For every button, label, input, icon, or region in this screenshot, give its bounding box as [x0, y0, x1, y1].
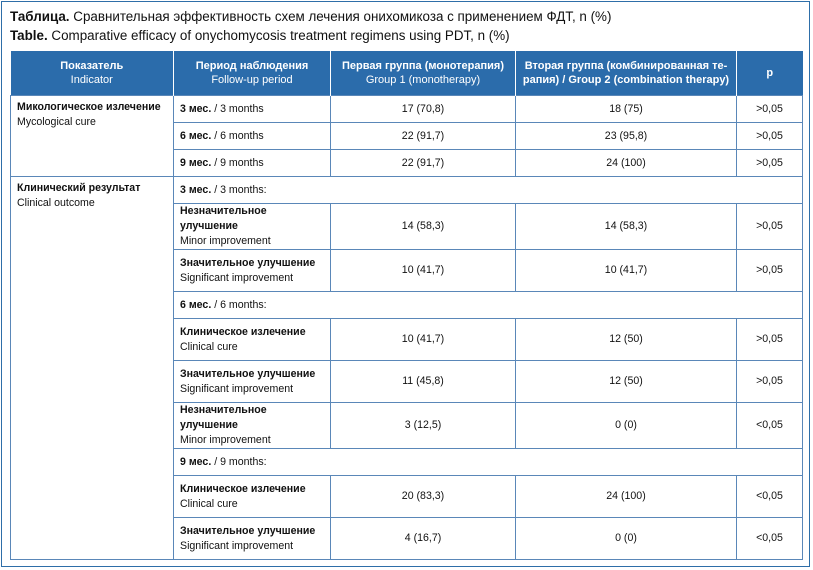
outcome-ru: Значительное улучшение	[180, 256, 316, 269]
caption-en-label: Table.	[10, 28, 48, 43]
p-value: >0,05	[737, 204, 803, 250]
indicator-clinical-en: Clinical outcome	[17, 197, 95, 209]
group1-value: 11 (45,8)	[331, 361, 516, 403]
indicator-mycological-ru: Микологическое излечение	[17, 101, 161, 113]
period-cell	[174, 96, 331, 123]
group1-value: 17 (70,8)	[331, 96, 516, 123]
p-value: >0,05	[737, 319, 803, 361]
outcome-cell	[174, 518, 331, 560]
section-period	[174, 292, 803, 319]
outcome-en: Significant improvement	[180, 271, 294, 284]
section-row	[11, 177, 803, 204]
header-group2-line1: Вторая группа (комбинированная те-	[524, 60, 728, 72]
group1-value: 14 (58,3)	[331, 204, 516, 250]
group1-value: 4 (16,7)	[331, 518, 516, 560]
period-en: / 9 months	[211, 156, 264, 169]
p-value: <0,05	[737, 518, 803, 560]
group1-value: 22 (91,7)	[331, 150, 516, 177]
period-ru: 6 мес.	[180, 129, 212, 142]
period-en: / 6 months	[211, 129, 264, 142]
outcome-ru: Клиническое излечение	[180, 482, 306, 495]
outcome-ru: Значительное улучшение	[180, 367, 316, 380]
section-period-ru: 9 мес.	[180, 455, 212, 468]
indicator-clinical-ru: Клинический результат	[17, 182, 141, 194]
section-period-en: / 6 months:	[211, 298, 267, 311]
header-indicator-en: Indicator	[70, 74, 113, 86]
table-body	[11, 96, 803, 560]
group2-value: 10 (41,7)	[516, 250, 737, 292]
p-value: >0,05	[737, 250, 803, 292]
outcome-en: Minor improvement	[180, 434, 271, 446]
header-group2	[516, 51, 737, 96]
period-cell	[174, 150, 331, 177]
caption-ru-text: Сравнительная эффективность схем лечения онихомикоза с применением ФДТ, n (%)	[69, 9, 612, 24]
outcome-en: Clinical cure	[180, 340, 238, 353]
header-p-label: p	[766, 67, 774, 79]
group1-value: 3 (12,5)	[331, 403, 516, 449]
caption-en	[10, 28, 510, 43]
outcome-ru: Клиническое излечение	[180, 325, 306, 338]
header-group1-ru: Первая группа (монотерапия)	[342, 60, 504, 72]
section-period-en: / 9 months:	[211, 455, 267, 468]
section-period	[174, 177, 803, 204]
header-row	[11, 51, 803, 96]
efficacy-table	[10, 51, 803, 560]
outcome-en: Minor improvement	[180, 235, 271, 247]
outcome-cell	[174, 319, 331, 361]
group2-value: 12 (50)	[516, 361, 737, 403]
p-value: >0,05	[737, 361, 803, 403]
outcome-ru: Незначительное улучшение	[180, 404, 267, 431]
caption-ru	[10, 9, 611, 24]
section-period-en: / 3 months:	[211, 183, 267, 196]
p-value: <0,05	[737, 403, 803, 449]
indicator-clinical	[11, 177, 174, 560]
section-period-ru: 6 мес.	[180, 298, 212, 311]
period-ru: 9 мес.	[180, 156, 212, 169]
section-period	[174, 449, 803, 476]
group2-value: 12 (50)	[516, 319, 737, 361]
header-period-ru: Период наблюдения	[195, 60, 309, 72]
indicator-mycological-en: Mycological cure	[17, 116, 96, 128]
period-ru: 3 мес.	[180, 102, 212, 115]
indicator-mycological	[11, 96, 174, 177]
outcome-cell	[174, 476, 331, 518]
outcome-cell	[174, 204, 331, 250]
group2-value: 24 (100)	[516, 150, 737, 177]
header-p	[737, 51, 803, 96]
group2-value: 0 (0)	[516, 518, 737, 560]
header-indicator	[11, 51, 174, 96]
group1-value: 20 (83,3)	[331, 476, 516, 518]
outcome-en: Clinical cure	[180, 497, 238, 510]
group2-value: 23 (95,8)	[516, 123, 737, 150]
p-value: >0,05	[737, 123, 803, 150]
group2-value: 0 (0)	[516, 403, 737, 449]
header-period-en: Follow-up period	[211, 74, 293, 86]
group1-value: 22 (91,7)	[331, 123, 516, 150]
caption-en-text: Comparative efficacy of onychomycosis treatment regimens using PDT, n (%)	[47, 28, 510, 43]
group2-value: 24 (100)	[516, 476, 737, 518]
period-en: / 3 months	[211, 102, 264, 115]
p-value: <0,05	[737, 476, 803, 518]
group2-value: 18 (75)	[516, 96, 737, 123]
outcome-en: Significant improvement	[180, 382, 294, 395]
caption-ru-label: Таблица.	[10, 9, 70, 24]
group1-value: 10 (41,7)	[331, 319, 516, 361]
outcome-ru: Незначительное улучшение	[180, 205, 267, 232]
outcome-cell	[174, 403, 331, 449]
group1-value: 10 (41,7)	[331, 250, 516, 292]
outcome-cell	[174, 361, 331, 403]
header-group1	[331, 51, 516, 96]
group2-value: 14 (58,3)	[516, 204, 737, 250]
outcome-cell	[174, 250, 331, 292]
p-value: >0,05	[737, 96, 803, 123]
period-cell	[174, 123, 331, 150]
outcome-en: Significant improvement	[180, 539, 294, 552]
section-period-ru: 3 мес.	[180, 183, 212, 196]
header-period	[174, 51, 331, 96]
header-group2-line2: рапия) / Group 2 (combination therapy)	[522, 74, 730, 86]
header-indicator-ru: Показатель	[60, 60, 124, 72]
header-group1-en: Group 1 (monotherapy)	[365, 74, 481, 86]
table-row	[11, 96, 803, 123]
p-value: >0,05	[737, 150, 803, 177]
outcome-ru: Значительное улучшение	[180, 524, 316, 537]
